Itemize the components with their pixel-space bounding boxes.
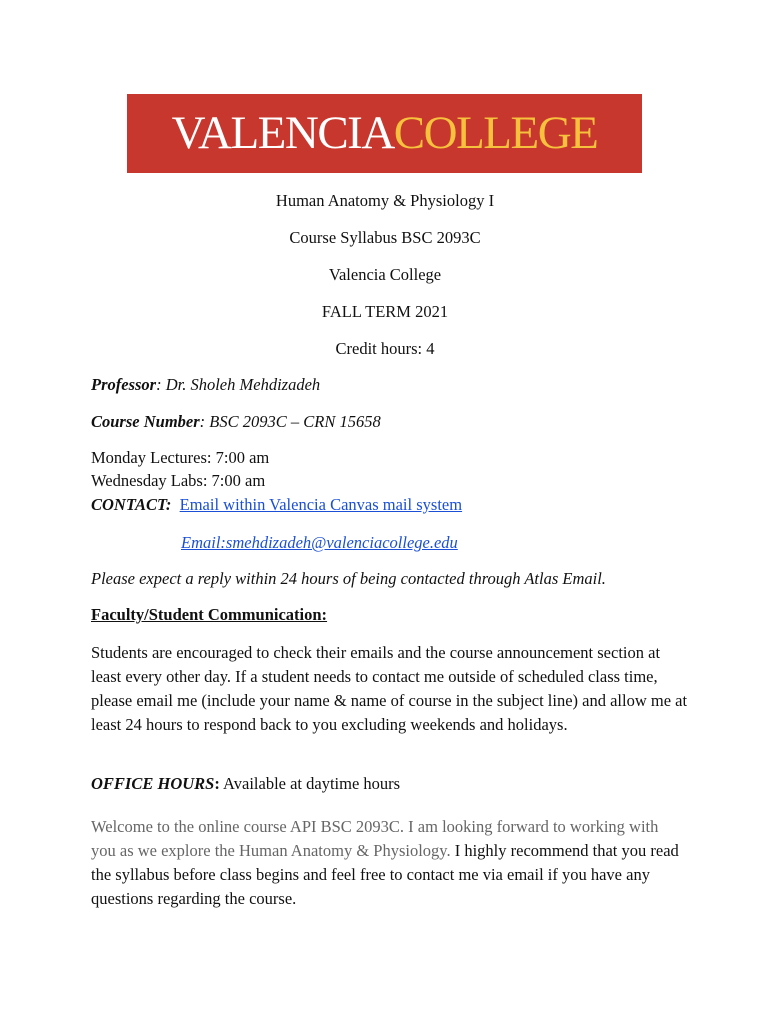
office-hours-label: OFFICE HOURS (91, 774, 215, 793)
welcome-dark-text: I highly recommend that you read the syllabus before class begins and feel free to contact me via email if you have any questions regarding the course. (91, 841, 679, 908)
course-syllabus-line: Course Syllabus BSC 2093C (289, 228, 481, 247)
wednesday-labs: Wednesday Labs: 7:00 am (91, 471, 266, 490)
logo-text-valencia: VALENCIA (171, 107, 394, 159)
reply-note: Please expect a reply within 24 hours of being contacted through Atlas Email. (91, 569, 606, 588)
office-hours-colon: : (214, 774, 220, 793)
course-title: Human Anatomy & Physiology I (275, 191, 495, 210)
valencia-college-logo (127, 94, 642, 173)
term-line: FALL TERM 2021 (321, 302, 449, 321)
professor-value: : Dr. Sholeh Mehdizadeh (156, 375, 321, 394)
course-number-line (91, 412, 381, 432)
office-hours-value: Available at daytime hours (219, 774, 401, 793)
communication-body: Students are encouraged to check their emails and the course announcement section at least every other day. If a student needs to contact me outside of scheduled class time, please email me (include your name & name of course in the subject line) and allow me at least 24 hours to respond back to you excluding weekends and holidays. (91, 643, 688, 734)
college-name: Valencia College (328, 265, 442, 284)
email-address-link[interactable]: Email:smehdizadeh@valenciacollege.edu (181, 533, 458, 552)
welcome-gray-text: Welcome to the online course API BSC 2093C. I am looking forward to working with you as we explore the Human Anatomy & Physiology. (91, 817, 659, 860)
contact-label: CONTACT: (91, 495, 172, 514)
canvas-mail-link[interactable]: Email within Valencia Canvas mail system (179, 495, 463, 514)
monday-lectures: Monday Lectures: 7:00 am (91, 448, 270, 467)
credit-hours-line: Credit hours: 4 (335, 339, 435, 358)
contact-line (91, 495, 462, 515)
course-number-label: Course Number (91, 412, 200, 431)
email-line (181, 533, 458, 553)
professor-label: Professor (91, 375, 157, 394)
course-number-value: : BSC 2093C – CRN 15658 (199, 412, 381, 431)
logo-text-college: COLLEGE (393, 107, 598, 159)
welcome-paragraph (91, 815, 681, 911)
communication-heading-text: Faculty/Student Communication: (91, 605, 328, 624)
office-hours-line (91, 774, 400, 794)
communication-heading (91, 605, 327, 625)
professor-line (91, 375, 320, 395)
